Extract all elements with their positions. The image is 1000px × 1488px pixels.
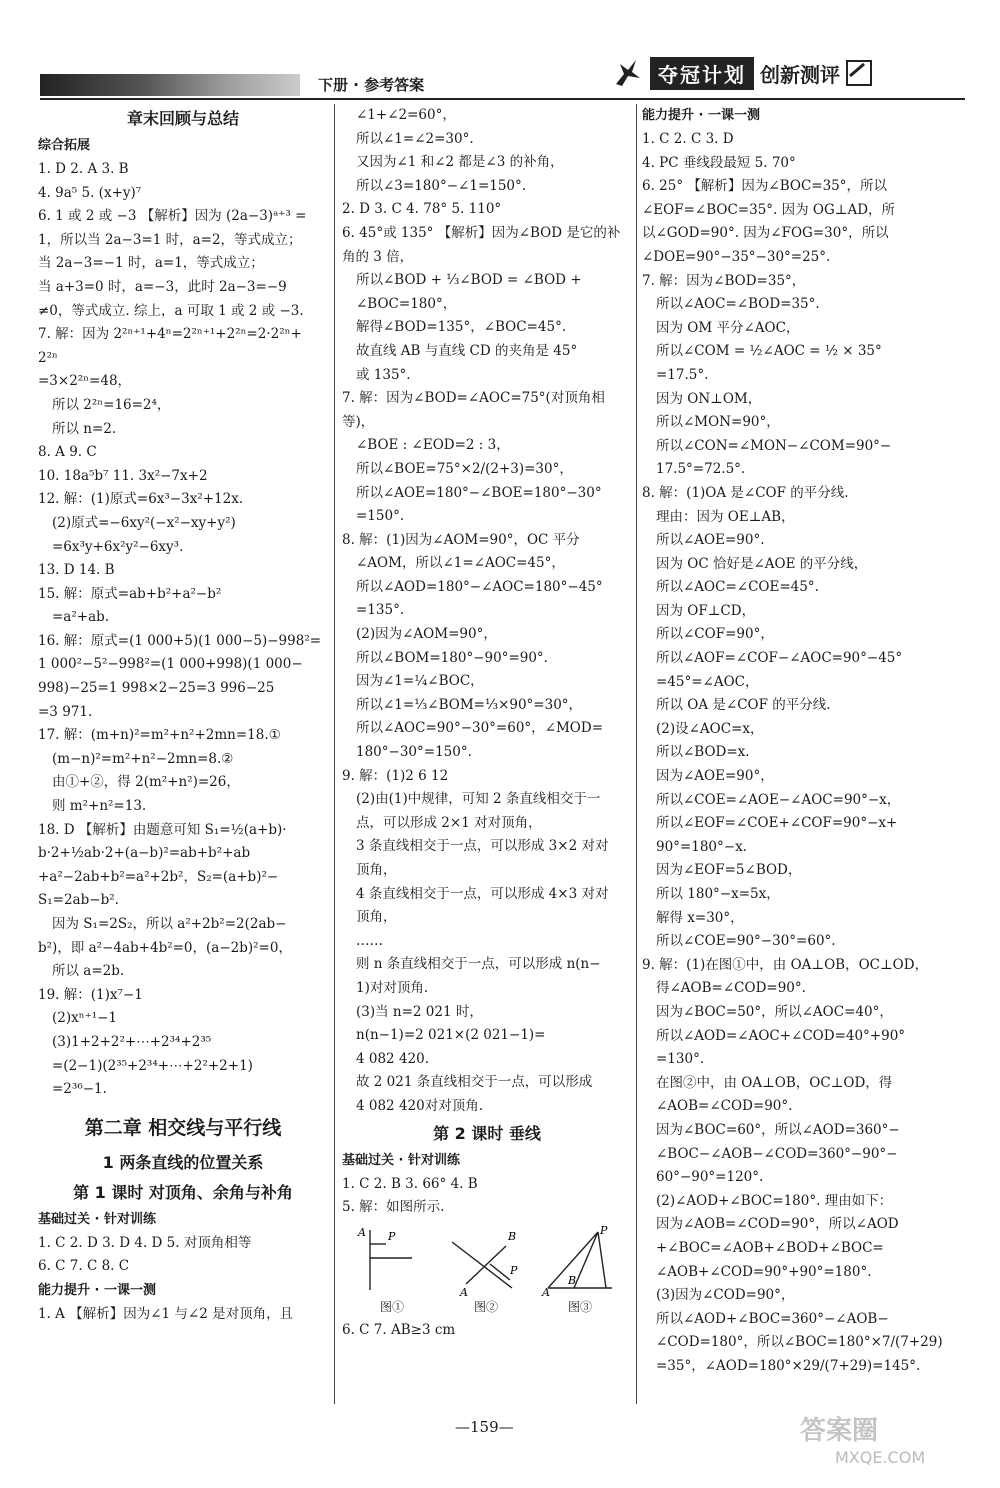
brand-name: 夺冠计划 [650, 57, 754, 90]
brand-logo [610, 56, 872, 90]
answer-line: ∠AOB+∠COD=90°+90°=180°. [656, 1263, 872, 1280]
svg-text:B: B [568, 1273, 577, 1287]
answer-line: 当 2a−3=−1 时，a=1，等式成立； [38, 255, 264, 272]
answer-line: ∠EOF=∠BOC=35°. 因为 OG⊥AD，所 [642, 201, 896, 218]
answer-line: 因为∠AOB=∠COD=90°，所以∠AOD [656, 1216, 899, 1233]
answer-line: 17. 解：(m+n)²=m²+n²+2mn=18.① [38, 727, 281, 744]
svg-text:P: P [388, 1229, 396, 1243]
answer-line: =3×2²ⁿ=48， [38, 373, 132, 390]
answer-line: 17.5°=72.5°. [656, 461, 746, 478]
answer-line: 故 2 021 条直线相交于一点，可以形成 [356, 1074, 593, 1091]
answer-line: 顶角， [356, 862, 397, 878]
answer-line: 因为∠1=¼∠BOC， [356, 673, 484, 690]
answer-column-3 [642, 104, 943, 1378]
answer-line: ∠DOE=90°−35°−30°=25°. [642, 248, 831, 265]
answer-line: 18. D 【解析】由题意可知 S₁=½(a+b)· [38, 821, 287, 838]
answer-line: 7. 解：因为∠BOD=∠AOC=75°(对顶角相 [342, 390, 605, 407]
answer-line: 6. 1 或 2 或 −3 【解析】因为 (2a−3)ᵃ⁺³ = [38, 208, 307, 225]
answer-line: S₁=2ab−b². [38, 892, 119, 909]
column-divider [334, 104, 335, 1404]
answer-line: 9. 解：(1)2 6 12 [342, 767, 449, 784]
answer-line: 180°−30°=150°. [356, 744, 472, 761]
figure-2 [446, 1224, 526, 1315]
answer-line: =17.5°. [656, 366, 709, 383]
answer-line: ∠BOE : ∠EOD=2 : 3， [356, 437, 510, 454]
answer-line: 所以∠CON=∠MON−∠COM=90°− [656, 437, 892, 454]
answer-line: 所以∠COE=∠AOE−∠AOC=90°−x， [656, 791, 901, 808]
page-number: —159— [455, 1418, 514, 1436]
answer-line: 2. D 3. C 4. 78° 5. 110° [342, 201, 502, 218]
answer-line: (3)当 n=2 021 时， [356, 1003, 483, 1020]
answer-line: 所以∠COF=90°， [656, 626, 774, 643]
svg-text:B: B [508, 1229, 517, 1243]
section-heading: 第二章 相交线与平行线 [84, 1116, 282, 1139]
answer-line: 1. C 2. B 3. 66° 4. B [342, 1175, 478, 1192]
answer-line: 7. 解：因为∠BOD=35°， [642, 272, 806, 289]
answer-line: =(2−1)(2³⁵+2³⁴+⋯+2²+2+1) [52, 1057, 253, 1074]
answer-line: 所以∠BOM=180°−90°=90°. [356, 649, 548, 666]
answer-line: 所以∠BOD=x. [656, 744, 750, 761]
answer-line: 1. C 2. D 3. D 4. D 5. 对顶角相等 [38, 1234, 252, 1251]
answer-line: 所以 2²ⁿ=16=2⁴， [52, 396, 171, 413]
header-rule [40, 98, 965, 100]
answer-line: 5. 解：如图所示. [342, 1199, 445, 1216]
answer-line: 13. D 14. B [38, 562, 115, 579]
answer-line: 理由：因为 OE⊥AB， [656, 508, 795, 525]
answer-line: 7. 解：因为 2²ⁿ⁺¹+4ⁿ=2²ⁿ⁺¹+2²ⁿ=2·2²ⁿ+ [38, 326, 302, 343]
answer-line: 所以∠AOE=180°−∠BOE=180°−30° [356, 484, 602, 501]
answer-line: 12. 解：(1)原式=6x³−3x²+12x. [38, 491, 244, 508]
answer-line: 顶角， [356, 909, 397, 926]
answer-line: =2³⁶−1. [52, 1081, 107, 1098]
answer-line: 16. 解：原式=(1 000+5)(1 000−5)−998²= [38, 632, 322, 649]
answer-line: 所以∠AOD=180°−∠AOC=180°−45° [356, 578, 603, 595]
header-decor-bar [40, 74, 300, 96]
svg-text:P: P [600, 1223, 608, 1237]
svg-text:A: A [358, 1225, 366, 1239]
answer-line: n(n−1)=2 021×(2 021−1)= [356, 1027, 546, 1044]
answer-line: 6. 25° 【解析】因为∠BOC=35°，所以 [642, 178, 888, 195]
answer-line: 因为∠BOC=60°，所以∠AOD=360°− [656, 1121, 900, 1138]
answer-line: (2)∠AOD+∠BOC=180°. 理由如下： [656, 1192, 893, 1209]
section-heading: 章末回顾与总结 [126, 109, 239, 128]
answer-line: 所以∠EOF=∠COE+∠COF=90°−x+ [656, 815, 898, 832]
answer-line: 因为 OM 平分∠AOC， [656, 319, 800, 336]
answer-line: =35°，∠AOD=180°×29/(7+29)=145°. [656, 1357, 921, 1374]
answer-line: 因为∠AOE=90°， [656, 768, 774, 785]
answer-line: 4. 9a⁵ 5. (x+y)⁷ [38, 184, 142, 201]
answer-line: (3)1+2+2²+⋯+2³⁴+2³⁵ [52, 1033, 212, 1050]
answer-line: (2)由(1)中规律，可知 2 条直线相交于一 [356, 791, 601, 808]
answer-line: 所以∠AOD+∠BOC=360°−∠AOB− [656, 1310, 889, 1327]
answer-line: 因为 OF⊥CD， [656, 602, 756, 619]
section-heading: 能力提升 · 一课一测 [642, 108, 760, 123]
answer-line: ∠1+∠2=60°， [356, 107, 456, 123]
answer-line: 4 082 420对对顶角. [356, 1097, 483, 1114]
answer-line: 所以 n=2. [52, 420, 117, 437]
section-heading: 第 2 课时 垂线 [433, 1123, 541, 1143]
answer-line: =a²+ab. [52, 609, 110, 626]
answer-line: 又因为∠1 和∠2 都是∠3 的补角， [356, 154, 564, 171]
answer-line: 所以∠AOD=∠AOC+∠COD=40°+90° [656, 1027, 906, 1044]
answer-column-2 [342, 104, 632, 1342]
answer-line: 则 m²+n²=13. [52, 798, 147, 815]
answer-line: 由①+②，得 2(m²+n²)=26， [52, 774, 240, 791]
answer-line: 得∠AOB=∠COD=90°. [656, 980, 806, 997]
figure-1 [352, 1224, 432, 1315]
svg-text:A: A [460, 1285, 468, 1298]
answer-line: b·2+½ab·2+(a−b)²=ab+b²+ab [38, 845, 251, 862]
answer-line: 9. 解：(1)在图①中，由 OA⊥OB，OC⊥OD， [642, 956, 929, 973]
section-heading: 能力提升 · 一课一测 [38, 1282, 156, 1298]
answer-line: 因为 OC 恰好是∠AOE 的平分线， [656, 555, 868, 572]
answer-line: (2)因为∠AOM=90°， [356, 626, 497, 643]
answer-line: 所以∠1=∠2=30°. [356, 130, 474, 147]
answer-line: 因为∠BOC=50°，所以∠AOC=40°， [656, 1003, 893, 1020]
answer-line: 或 135°. [356, 366, 411, 383]
answer-line: 所以∠AOC=90°−30°=60°，∠MOD= [356, 720, 604, 737]
answer-line: 所以∠BOD + ⅓∠BOD = ∠BOD + [356, 272, 582, 289]
answer-line: 1 000²−5²−998²=(1 000+998)(1 000− [38, 656, 303, 673]
answer-line: 以∠GOD=90°. 因为∠FOG=30°，所以 [642, 225, 889, 242]
answer-line: (2)xⁿ⁺¹−1 [52, 1010, 118, 1027]
header-title: 下册 · 参考答案 [318, 76, 425, 94]
section-heading: 1 两条直线的位置关系 [102, 1152, 264, 1172]
section-heading: 基础过关 · 针对训练 [38, 1211, 156, 1227]
answer-line: (2)设∠AOC=x， [656, 720, 764, 737]
answer-line: 6. C 7. AB≥3 cm [342, 1321, 456, 1338]
figure-label: 图① [379, 1299, 404, 1314]
answer-line: 所以∠MON=90°， [656, 414, 780, 431]
trophy-figure-icon [610, 56, 644, 90]
answer-line: 1. A 【解析】因为∠1 与∠2 是对顶角，且 [38, 1305, 294, 1322]
answer-line: =45°=∠AOC， [656, 673, 759, 690]
answer-line: 4 条直线相交于一点，可以形成 4×3 对对 [356, 885, 609, 902]
answer-line: 4 082 420. [356, 1050, 429, 1067]
answer-line: =3 971. [38, 703, 93, 720]
answer-line: 在图②中，由 OA⊥OB，OC⊥OD，得 [656, 1074, 893, 1091]
answer-line: 解得 x=30°， [656, 909, 744, 926]
answer-line: (3)因为∠COD=90°， [656, 1287, 795, 1304]
answer-line: 1. C 2. C 3. D [642, 131, 734, 147]
answer-line: 则 n 条直线相交于一点，可以形成 n(n− [356, 956, 601, 973]
perpendicular-figure-3 [540, 1224, 620, 1298]
answer-line: 90°=180°−x. [656, 838, 747, 855]
answer-line: 1. D 2. A 3. B [38, 161, 129, 177]
column-divider [636, 104, 637, 1404]
answer-line: 所以∠1=⅓∠BOM=⅓×90°=30°， [356, 696, 583, 713]
answer-line: 等)， [342, 413, 375, 430]
answer-line: 1)对对顶角. [356, 979, 429, 996]
answer-line: +∠BOC=∠AOB+∠BOD+∠BOC= [656, 1239, 884, 1256]
answer-line: 8. 解：(1)OA 是∠COF 的平分线. [642, 484, 849, 501]
answer-line: 所以∠BOE=75°×2/(2+3)=30°， [356, 460, 573, 477]
brand-subtitle: 创新测评 [760, 62, 840, 87]
answer-line: (2)原式=−6xy²(−x²−xy+y²) [52, 514, 236, 531]
answer-line: 所以∠COE=90°−30°=60°. [656, 933, 836, 950]
figure-label: 图③ [567, 1299, 592, 1314]
answer-line: 当 a+3=0 时，a=−3，此时 2a−3=−9 [38, 278, 287, 295]
answer-line: 解得∠BOD=135°，∠BOC=45°. [356, 319, 567, 336]
answer-line: +a²−2ab+b²=a²+2b²，S₂=(a+b)²− [38, 868, 279, 885]
answer-line: =135°. [356, 602, 405, 619]
answer-line: ∠BOC−∠AOB−∠COD=360°−90°− [656, 1145, 898, 1162]
answer-line: 2²ⁿ [38, 349, 58, 366]
answer-line: 所以∠AOC=∠BOD=35°. [656, 296, 820, 313]
answer-line: 所以 180°−x=5x， [656, 886, 780, 902]
section-heading: 基础过关 · 针对训练 [342, 1152, 460, 1168]
figure-row [352, 1224, 632, 1315]
svg-text:A: A [542, 1285, 550, 1298]
answer-line: 所以∠COM = ½∠AOC = ½ × 35° [656, 343, 882, 360]
svg-text:P: P [510, 1263, 518, 1277]
answer-line: 6. 45°或 135° 【解析】因为∠BOD 是它的补 [342, 224, 621, 241]
answer-line: ∠AOM，所以∠1=∠AOC=45°， [356, 555, 565, 572]
answer-line: 故直线 AB 与直线 CD 的夹角是 45° [356, 342, 578, 359]
answer-line: 因为∠EOF=5∠BOD， [656, 862, 802, 879]
answer-line: =130°. [656, 1051, 705, 1068]
figure-label: 图② [473, 1299, 498, 1314]
perpendicular-figure-2 [446, 1224, 526, 1298]
answer-line: 998)−25=1 998×2−25=3 996−25 [38, 680, 275, 697]
answer-line: 所以∠AOF=∠COF−∠AOC=90°−45° [656, 650, 903, 667]
answer-line: ∠BOC=180°， [356, 295, 457, 312]
answer-line: 6. C 7. C 8. C [38, 1258, 130, 1275]
answer-line: 15. 解：原式=ab+b²+a²−b² [38, 585, 222, 602]
answer-line: (m−n)²=m²+n²−2mn=8.② [52, 750, 234, 767]
answer-line: 因为 S₁=2S₂，所以 a²+2b²=2(2ab− [52, 916, 287, 932]
watermark-url: MXQE.COM [835, 1448, 926, 1467]
answer-line: ∠COD=180°，所以∠BOC=180°×7/(7+29) [656, 1334, 943, 1351]
answer-line: 所以∠AOC=∠COE=45°. [656, 579, 819, 596]
answer-line: 19. 解：(1)x⁷−1 [38, 986, 143, 1003]
perpendicular-figure-1 [352, 1224, 432, 1298]
answer-line: 3 条直线相交于一点，可以形成 3×2 对对 [356, 838, 609, 855]
answer-line: 1，所以当 2a−3=1 时，a=2，等式成立； [38, 231, 302, 248]
answer-line: …… [356, 932, 383, 949]
answer-line: 角的 3 倍， [342, 248, 414, 265]
answer-line: 所以∠3=180°−∠1=150°. [356, 177, 527, 194]
answer-line: ∠AOB=∠COD=90°. [656, 1098, 793, 1115]
answer-line: ≠0，等式成立. 综上，a 可取 1 或 2 或 −3. [38, 302, 304, 319]
answer-line: 8. 解：(1)因为∠AOM=90°，OC 平分 [342, 531, 580, 548]
pen-check-icon [846, 60, 872, 86]
answer-line: =150°. [356, 508, 405, 525]
answer-line: 点，可以形成 2×1 对对顶角， [356, 814, 542, 831]
watermark-logo: 答案圈 [800, 1416, 879, 1446]
answer-line: 60°−90°=120°. [656, 1169, 764, 1186]
answer-line: 8. A 9. C [38, 444, 97, 461]
answer-line: 因为 ON⊥OM， [656, 390, 762, 407]
answer-line: b²)，即 a²−4ab+4b²=0，(a−2b)²=0， [38, 939, 292, 956]
answer-column-1 [38, 104, 328, 1327]
answer-line: 4. PC 垂线段最短 5. 70° [642, 154, 796, 171]
answer-line: 所以 OA 是∠COF 的平分线. [656, 697, 831, 714]
section-heading: 综合拓展 [38, 138, 91, 153]
answer-line: 所以∠AOE=90°. [656, 532, 765, 549]
answer-line: 所以 a=2b. [52, 963, 125, 980]
answer-line: 10. 18a⁵b⁷ 11. 3x²−7x+2 [38, 467, 208, 484]
figure-3 [540, 1224, 620, 1315]
answer-line: =6x³y+6x²y²−6xy³. [52, 538, 184, 555]
section-heading: 第 1 课时 对顶角、余角与补角 [73, 1182, 293, 1202]
